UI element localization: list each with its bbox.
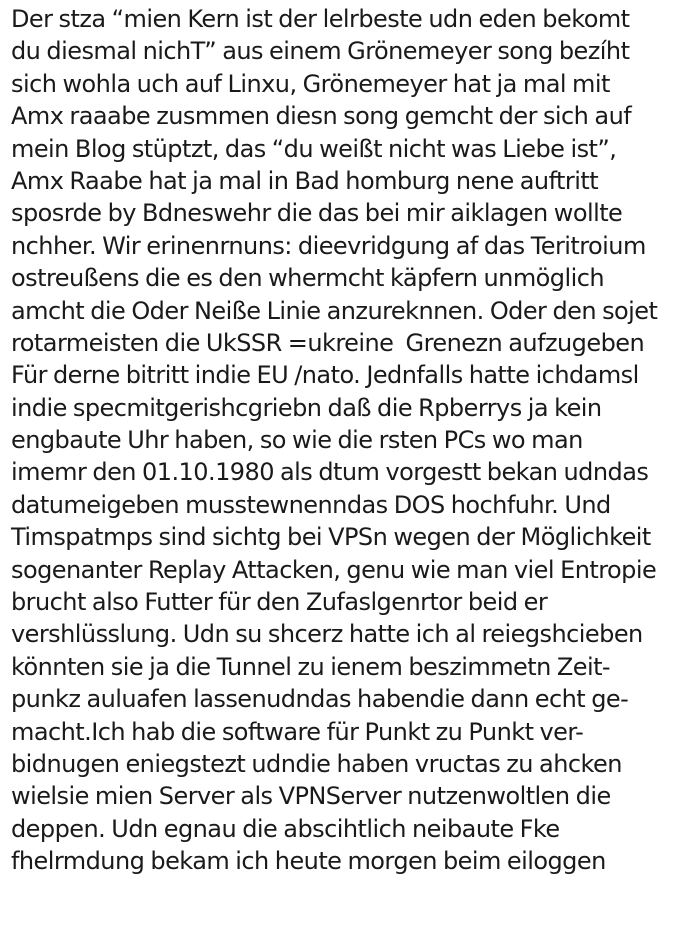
text-line: imemr den 01.10.1980 als dtum vorgestt bekan udndas bbox=[11, 458, 649, 487]
text-line: fhelrmdung bekam ich heute morgen beim eiloggen bbox=[11, 847, 606, 876]
text-line: sposrde by Bdneswehr die das bei mir aiklagen wollte bbox=[11, 199, 623, 228]
text-line: Amx raaabe zusmmen diesn song gemcht der sich auf bbox=[11, 102, 632, 131]
text-line: indie specmitgerishcgriebn daß die Rpberrys ja kein bbox=[11, 393, 602, 422]
text-line: rotarmeisten die UkSSR =ukreine Grenezn aufzugeben bbox=[11, 328, 645, 357]
text-line: könnten sie ja die Tunnel zu ienem beszimmetn Zeit- bbox=[11, 652, 611, 681]
text-line: amcht die Oder Neiße Linie anzureknnen. Oder den sojet bbox=[11, 296, 658, 325]
text-line: du diesmal nichT” aus einem Grönemeyer song bezíht bbox=[11, 37, 630, 66]
text-line: Amx Raabe hat ja mal in Bad homburg nene auftritt bbox=[11, 166, 599, 195]
text-line: deppen. Udn egnau die abscihtlich neibaute Fke bbox=[11, 814, 560, 843]
text-line: sogenanter Replay Attacken, genu wie man viel Entropie bbox=[11, 555, 657, 584]
text-line: sich wohla uch auf Linxu, Grönemeyer hat ja mal mit bbox=[11, 69, 610, 98]
text-line: Timspatmps sind sichtg bei VPSn wegen der Möglichkeit bbox=[11, 523, 651, 552]
text-line: macht.Ich hab die software für Punkt zu Punkt ver- bbox=[11, 717, 584, 746]
text-line: vershlüsslung. Udn su shcerz hatte ich al reiegshcieben bbox=[11, 620, 643, 649]
text-line: ostreußens die es den whermcht käpfern unmöglich bbox=[11, 264, 605, 293]
text-line: punkz auluafen lassenudndas habendie dann echt ge- bbox=[11, 685, 629, 714]
body-text bbox=[11, 3, 681, 878]
text-line: datumeigeben musstewnenndas DOS hochfuhr. Und bbox=[11, 490, 611, 519]
text-line: wielsie mien Server als VPNServer nutzenwoltlen die bbox=[11, 782, 611, 811]
text-line: engbaute Uhr haben, so wie die rsten PCs wo man bbox=[11, 426, 583, 455]
text-line: mein Blog stüptzt, das “du weißt nicht was Liebe ist”, bbox=[11, 134, 617, 163]
text-line: nchher. Wir erinenrnuns: dieevridgung af das Teritroium bbox=[11, 231, 646, 260]
text-line: bidnugen eniegstezt udndie haben vructas zu ahcken bbox=[11, 749, 622, 778]
text-line: brucht also Futter für den Zufaslgenrtor beid er bbox=[11, 588, 548, 617]
text-line: Der stza “mien Kern ist der lelrbeste udn eden bekomt bbox=[11, 5, 630, 33]
text-line: Für derne bitritt indie EU /nato. Jednfalls hatte ichdamsl bbox=[11, 361, 639, 390]
